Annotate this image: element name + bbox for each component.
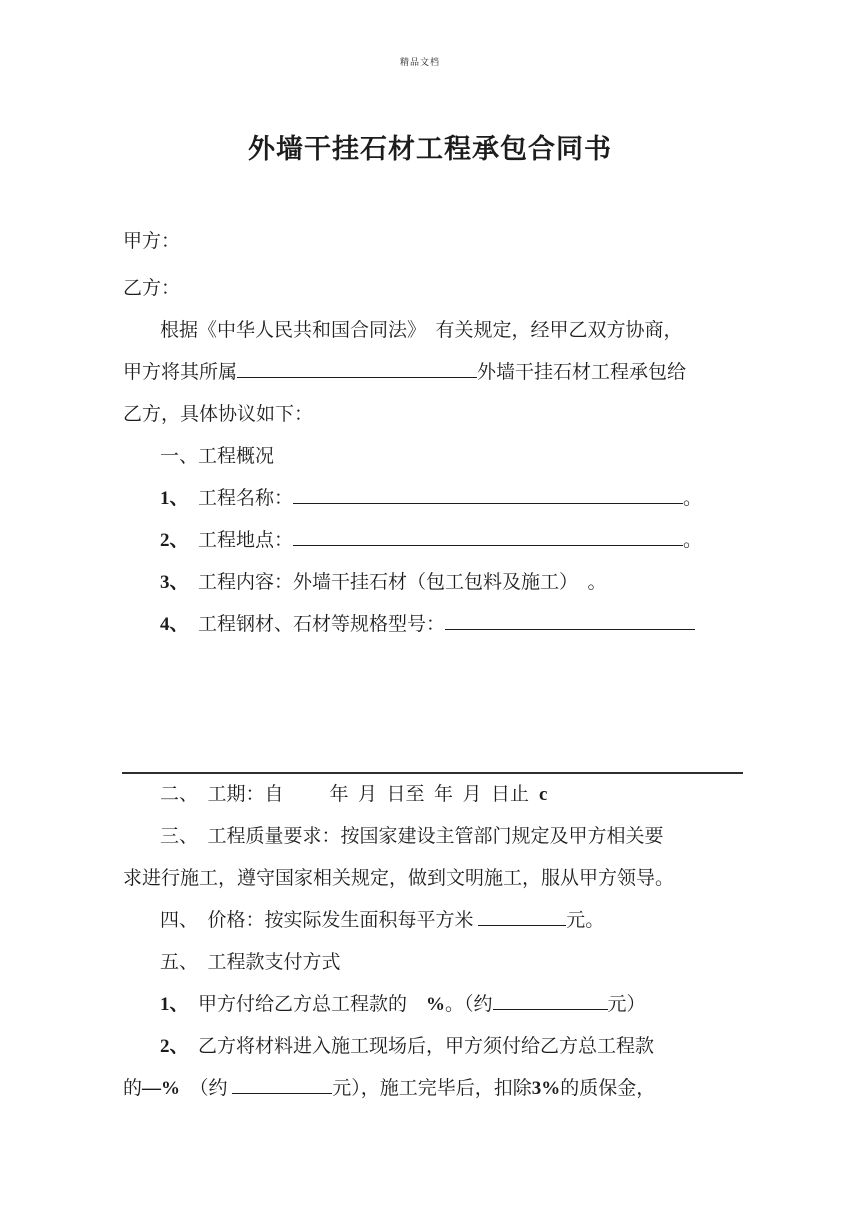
- payment-item-2-line-2: 的—% （约 元），施工完毕后，扣除3%的质保金，: [123, 1078, 656, 1099]
- section-quality-line-1: 三、 工程质量要求：按国家建设主管部门规定及甲方相关要: [160, 826, 664, 847]
- overview-item-2: 2、 工程地点： 。: [160, 530, 703, 551]
- duration-suffix: c: [539, 784, 548, 805]
- item-number: 2、: [160, 1036, 180, 1057]
- fill-in-blank-amount-2: [232, 1093, 332, 1094]
- percent-placeholder: %: [426, 994, 446, 1015]
- item-number: 4、: [160, 614, 180, 635]
- fill-in-blank-unit-price: [478, 925, 566, 926]
- intro-line-3: 乙方，具体协议如下：: [123, 404, 314, 425]
- overview-item-3: 3、 工程内容：外墙干挂石材（包工包料及施工） 。: [160, 572, 607, 593]
- section-duration-line: 二、 工期：自 年 月 日至 年 月 日止 c: [160, 784, 548, 805]
- fill-in-blank-project-location: [293, 545, 683, 546]
- intro-line-1: 根据《中华人民共和国合同法》 有关规定，经甲乙双方协商，: [160, 320, 683, 341]
- item-number: 3、: [160, 572, 180, 593]
- party-b-line: [123, 268, 745, 310]
- section-overview-heading: 一、工程概况: [160, 446, 275, 467]
- watermark-text: 精品文档: [399, 57, 440, 67]
- dash-percent-placeholder: —%: [142, 1078, 181, 1099]
- intro-line-2: 甲方将其所属 外墙干挂石材工程承包给: [123, 362, 687, 383]
- section-payment-heading: 五、 工程款支付方式: [160, 952, 341, 973]
- item-number: 1、: [160, 994, 180, 1015]
- fill-in-blank-amount-1: [493, 1009, 608, 1010]
- item-number: 1、: [160, 488, 180, 509]
- item-number: 2、: [160, 530, 180, 551]
- fill-in-blank-project-owner: [237, 377, 477, 378]
- section-price-line: 四、 价格：按实际发生面积每平方米 元。: [160, 910, 605, 931]
- payment-item-1: 1、 甲方付给乙方总工程款的 %。（约 元）: [160, 994, 646, 1015]
- overview-item-4: 4、 工程钢材、石材等规格型号：: [123, 604, 745, 646]
- section-quality-line-2: 求进行施工，遵守国家相关规定，做到文明施工，服从甲方领导。: [123, 868, 675, 889]
- payment-item-2-line-1: 2、 乙方将材料进入施工现场后，甲方须付给乙方总工程款: [160, 1036, 655, 1057]
- party-a-line: [123, 221, 745, 263]
- contract-body: [123, 221, 745, 1110]
- fill-in-blank-project-name: [293, 503, 683, 504]
- retention-percent: 3%: [531, 1078, 561, 1099]
- fill-in-blank-material-spec: [445, 629, 695, 630]
- overview-item-1: 1、 工程名称： 。: [160, 488, 703, 509]
- contract-title: 外墙干挂石材工程承包合同书: [248, 134, 612, 164]
- party-a-label: 甲方：: [123, 231, 181, 252]
- party-b-label: 乙方：: [123, 278, 181, 299]
